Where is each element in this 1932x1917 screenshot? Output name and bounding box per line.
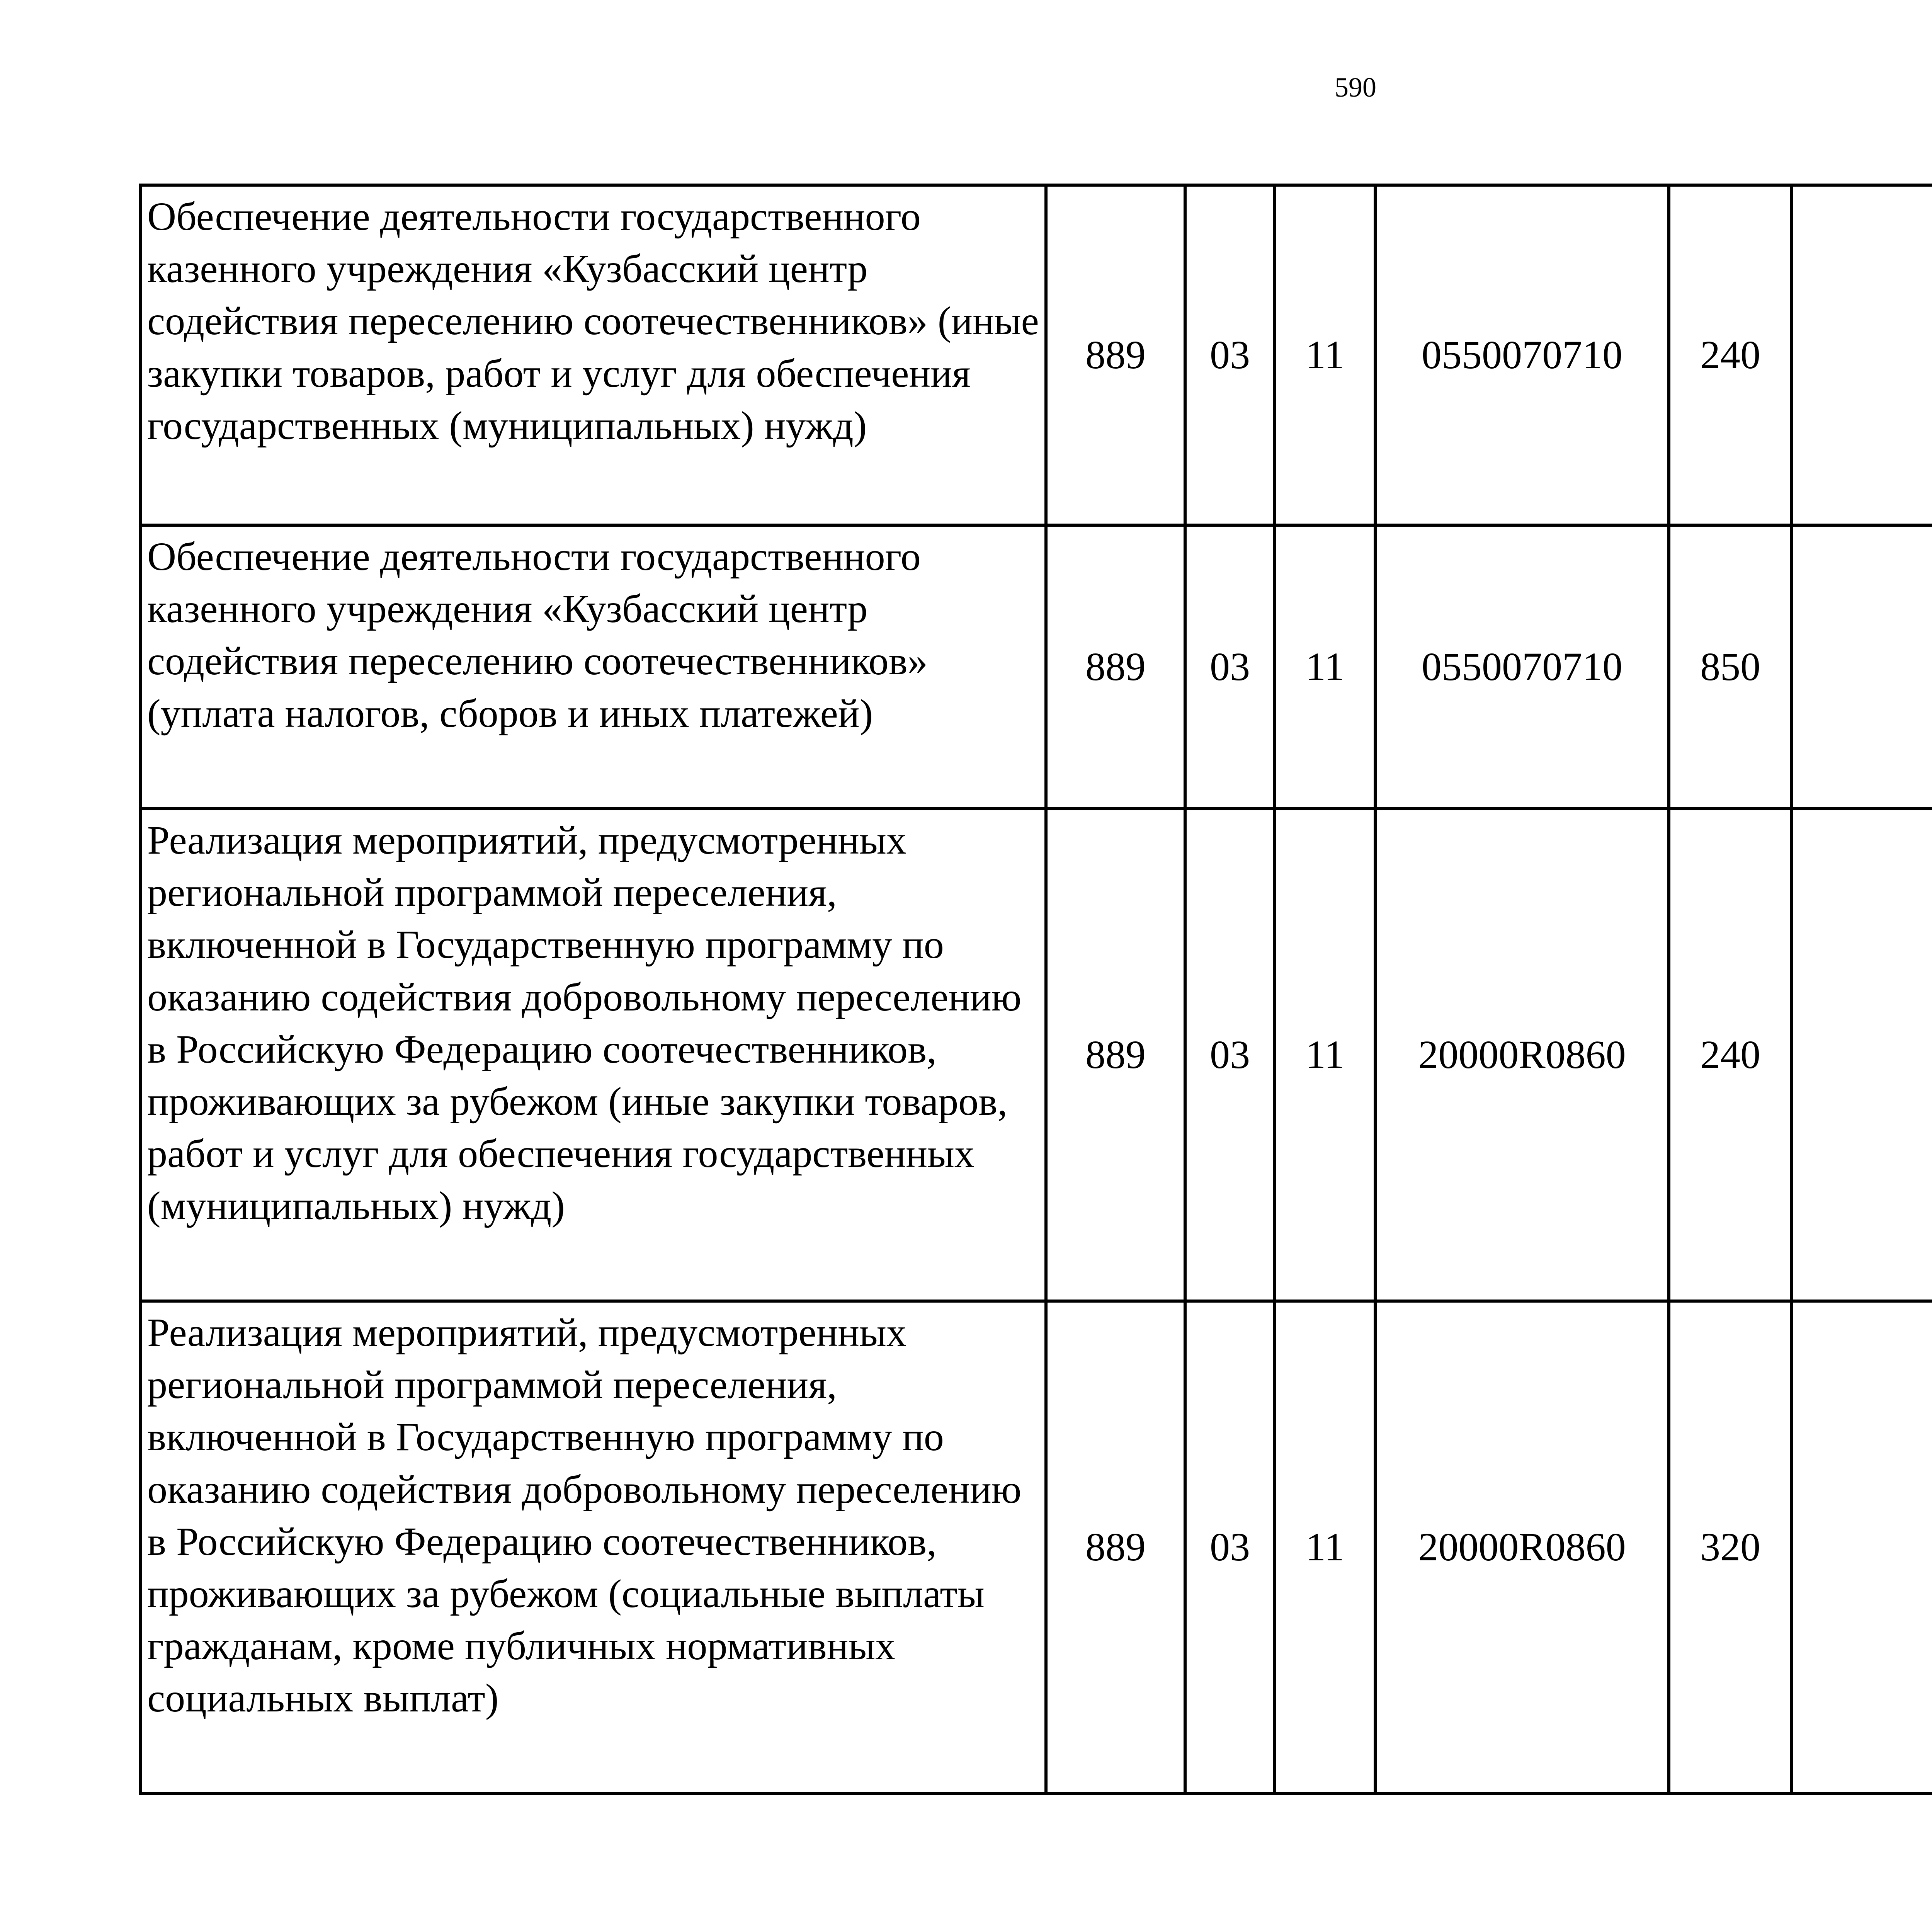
amount-year-1 — [1792, 185, 1932, 525]
table-row — [140, 185, 1932, 525]
expense-type-code: 850 — [1669, 525, 1792, 809]
expense-type-code: 240 — [1669, 809, 1792, 1301]
subsection-code: 11 — [1275, 809, 1375, 1301]
section-code: 03 — [1185, 1301, 1275, 1793]
amount-year-1 — [1792, 809, 1932, 1301]
table-row — [140, 525, 1932, 809]
subsection-code: 11 — [1275, 185, 1375, 525]
target-article-code: 0550070710 — [1375, 525, 1669, 809]
department-code: 889 — [1046, 185, 1185, 525]
section-code: 03 — [1185, 809, 1275, 1301]
section-code: 03 — [1185, 525, 1275, 809]
target-article-code: 20000R0860 — [1375, 1301, 1669, 1793]
expense-description: Обеспечение деятельности государственного казенного учреждения «Кузбасский центр содействия переселению соотечественников» (уплата налогов, сборов и иных платежей) — [140, 525, 1046, 809]
expense-description: Обеспечение деятельности государственного казенного учреждения «Кузбасский центр содействия переселению соотечественников» (иные закупки товаров, работ и услуг для обеспечения государственных (муниципальных) нужд) — [140, 185, 1046, 525]
department-code: 889 — [1046, 809, 1185, 1301]
budget-table — [139, 184, 1932, 1795]
section-code: 03 — [1185, 185, 1275, 525]
subsection-code: 11 — [1275, 525, 1375, 809]
expense-description: Реализация мероприятий, предусмотренных региональной программой переселения, включенной в Государственную программу по оказанию содействия добровольному переселению в Российскую Федерацию соотечественников, проживающих за рубежом (социальные выплаты гражданам, кроме публичных нормативных социальных выплат) — [140, 1301, 1046, 1793]
expense-description: Реализация мероприятий, предусмотренных региональной программой переселения, включенной в Государственную программу по оказанию содействия добровольному переселению в Российскую Федерацию соотечественников, проживающих за рубежом (иные закупки товаров, работ и услуг для обеспечения государственных (муниципальных) нужд) — [140, 809, 1046, 1301]
department-code: 889 — [1046, 1301, 1185, 1793]
amount-year-1 — [1792, 1301, 1932, 1793]
department-code: 889 — [1046, 525, 1185, 809]
table-row — [140, 809, 1932, 1301]
amount-year-1 — [1792, 525, 1932, 809]
target-article-code: 0550070710 — [1375, 185, 1669, 525]
expense-type-code: 240 — [1669, 185, 1792, 525]
target-article-code: 20000R0860 — [1375, 809, 1669, 1301]
expense-type-code: 320 — [1669, 1301, 1792, 1793]
subsection-code: 11 — [1275, 1301, 1375, 1793]
table-row — [140, 1301, 1932, 1793]
page-number: 590 — [1335, 72, 1376, 103]
